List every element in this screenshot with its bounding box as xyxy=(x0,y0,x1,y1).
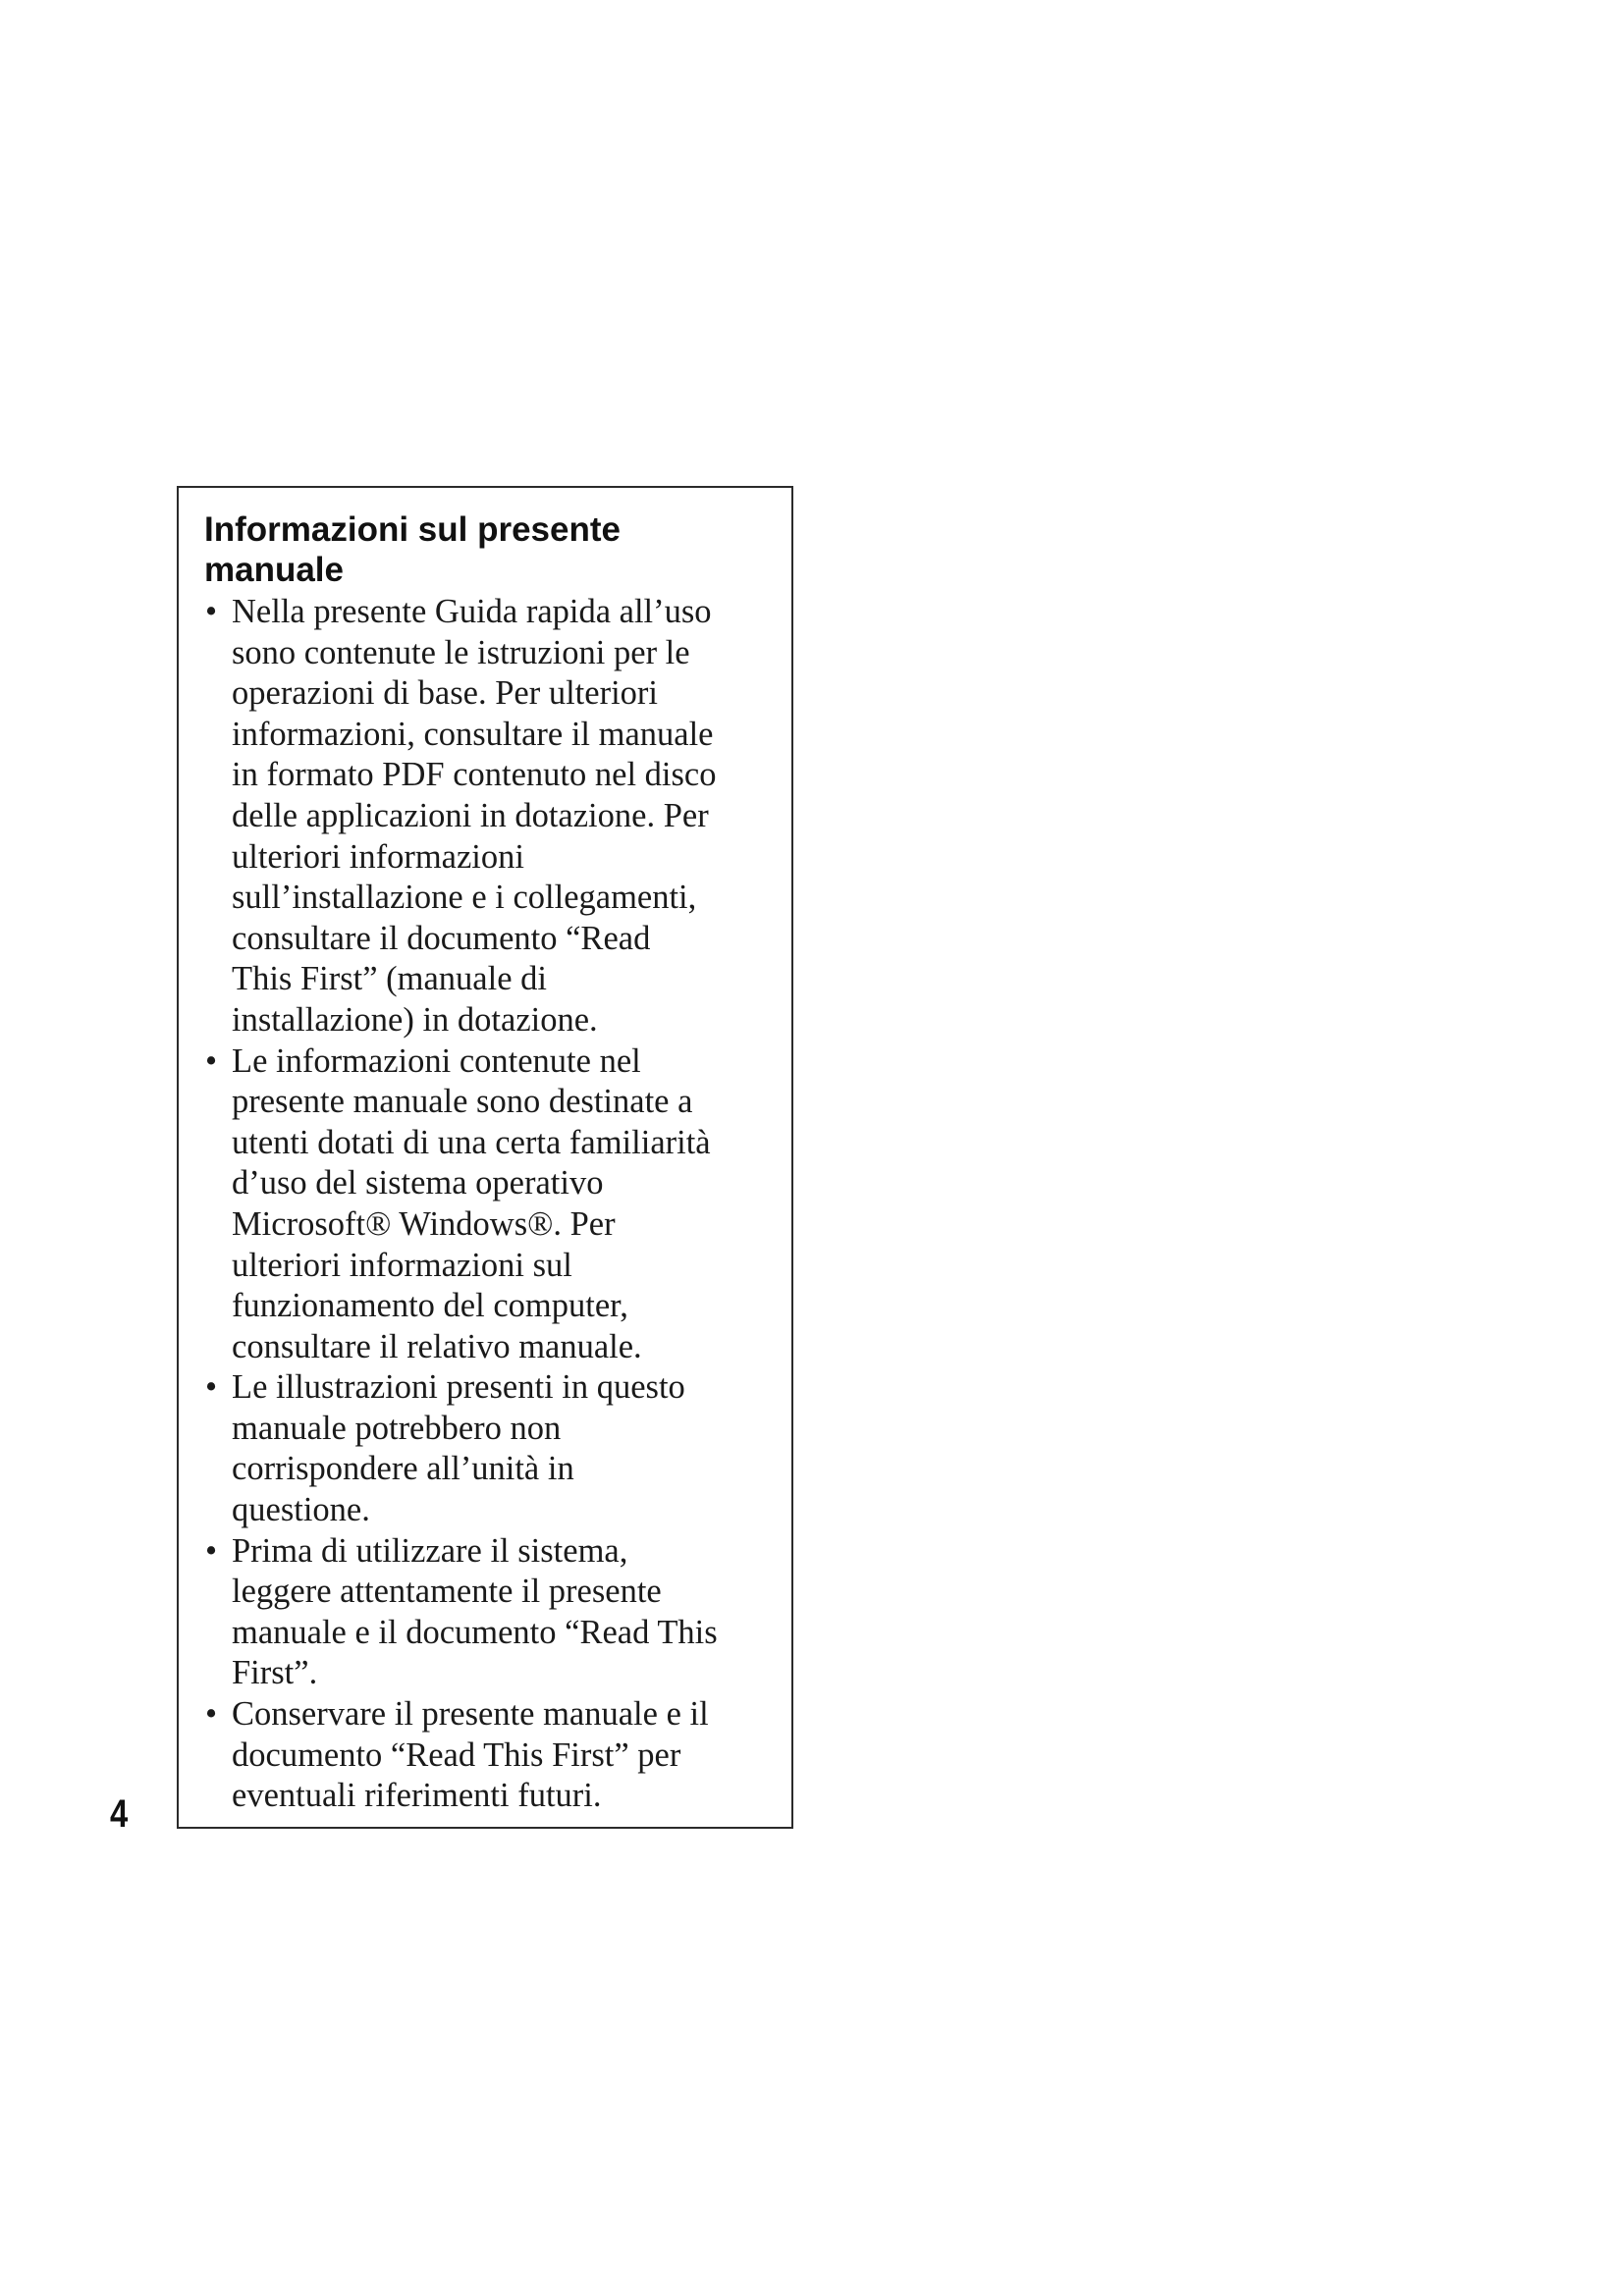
bullet-icon: • xyxy=(205,1531,218,1570)
box-title-line-2: manuale xyxy=(204,551,344,589)
list-item-line: installazione) in dotazione. xyxy=(232,1000,598,1039)
list-item-line: presente manuale sono destinate a xyxy=(232,1083,693,1121)
list-item-line: consultare il documento “Read xyxy=(232,919,651,957)
box-title-line-1: Informazioni sul presente xyxy=(204,510,621,549)
list-item-line: manuale potrebbero non xyxy=(232,1409,562,1447)
list-item-line: operazioni di base. Per ulteriori xyxy=(232,674,658,713)
list-item-line: informazioni, consultare il manuale xyxy=(232,715,714,753)
list-item-line: sull’installazione e i collegamenti, xyxy=(232,879,697,917)
bullet-list xyxy=(204,592,774,1817)
list-item-line: Nella presente Guida rapida all’uso xyxy=(232,593,712,630)
list-item xyxy=(204,1367,774,1530)
list-item-line: utenti dotati di una certa familiarità xyxy=(232,1123,711,1161)
bullet-icon: • xyxy=(205,1041,218,1080)
list-item-line: leggere attentamente il presente xyxy=(232,1573,662,1611)
list-item-line: d’uso del sistema operativo xyxy=(232,1164,604,1202)
box-title xyxy=(204,509,774,590)
bullet-icon: • xyxy=(205,593,218,630)
list-item-line: Le illustrazioni presenti in questo xyxy=(232,1368,685,1407)
list-item-line: delle applicazioni in dotazione. Per xyxy=(232,796,709,834)
list-item-line: sono contenute le istruzioni per le xyxy=(232,633,690,671)
info-box xyxy=(177,486,793,1829)
list-item-line: funzionamento del computer, xyxy=(232,1287,628,1325)
list-item-line: First”. xyxy=(232,1654,318,1692)
list-item-line: Microsoft® Windows®. Per xyxy=(232,1204,616,1243)
list-item-line: Le informazioni contenute nel xyxy=(232,1041,641,1080)
bullet-icon: • xyxy=(205,1368,218,1407)
list-item xyxy=(204,592,774,1041)
list-item-line: manuale e il documento “Read This xyxy=(232,1613,718,1651)
list-item-line: This First” (manuale di xyxy=(232,960,547,998)
list-item-line: ulteriori informazioni xyxy=(232,837,524,876)
list-item xyxy=(204,1531,774,1694)
list-item-line: Conservare il presente manuale e il xyxy=(232,1695,709,1734)
list-item-line: in formato PDF contenuto nel disco xyxy=(232,756,717,794)
list-item-line: ulteriori informazioni sul xyxy=(232,1246,572,1284)
list-item-line: documento “Read This First” per xyxy=(232,1735,681,1774)
list-item-line: Prima di utilizzare il sistema, xyxy=(232,1531,628,1570)
list-item-line: consultare il relativo manuale. xyxy=(232,1327,642,1365)
page-number: 4 xyxy=(110,1792,129,1836)
bullet-icon: • xyxy=(205,1695,218,1734)
list-item-line: questione. xyxy=(232,1491,370,1529)
list-item xyxy=(204,1041,774,1368)
list-item xyxy=(204,1694,774,1817)
list-item-line: corrispondere all’unità in xyxy=(232,1450,574,1488)
list-item-line: eventuali riferimenti futuri. xyxy=(232,1777,602,1815)
